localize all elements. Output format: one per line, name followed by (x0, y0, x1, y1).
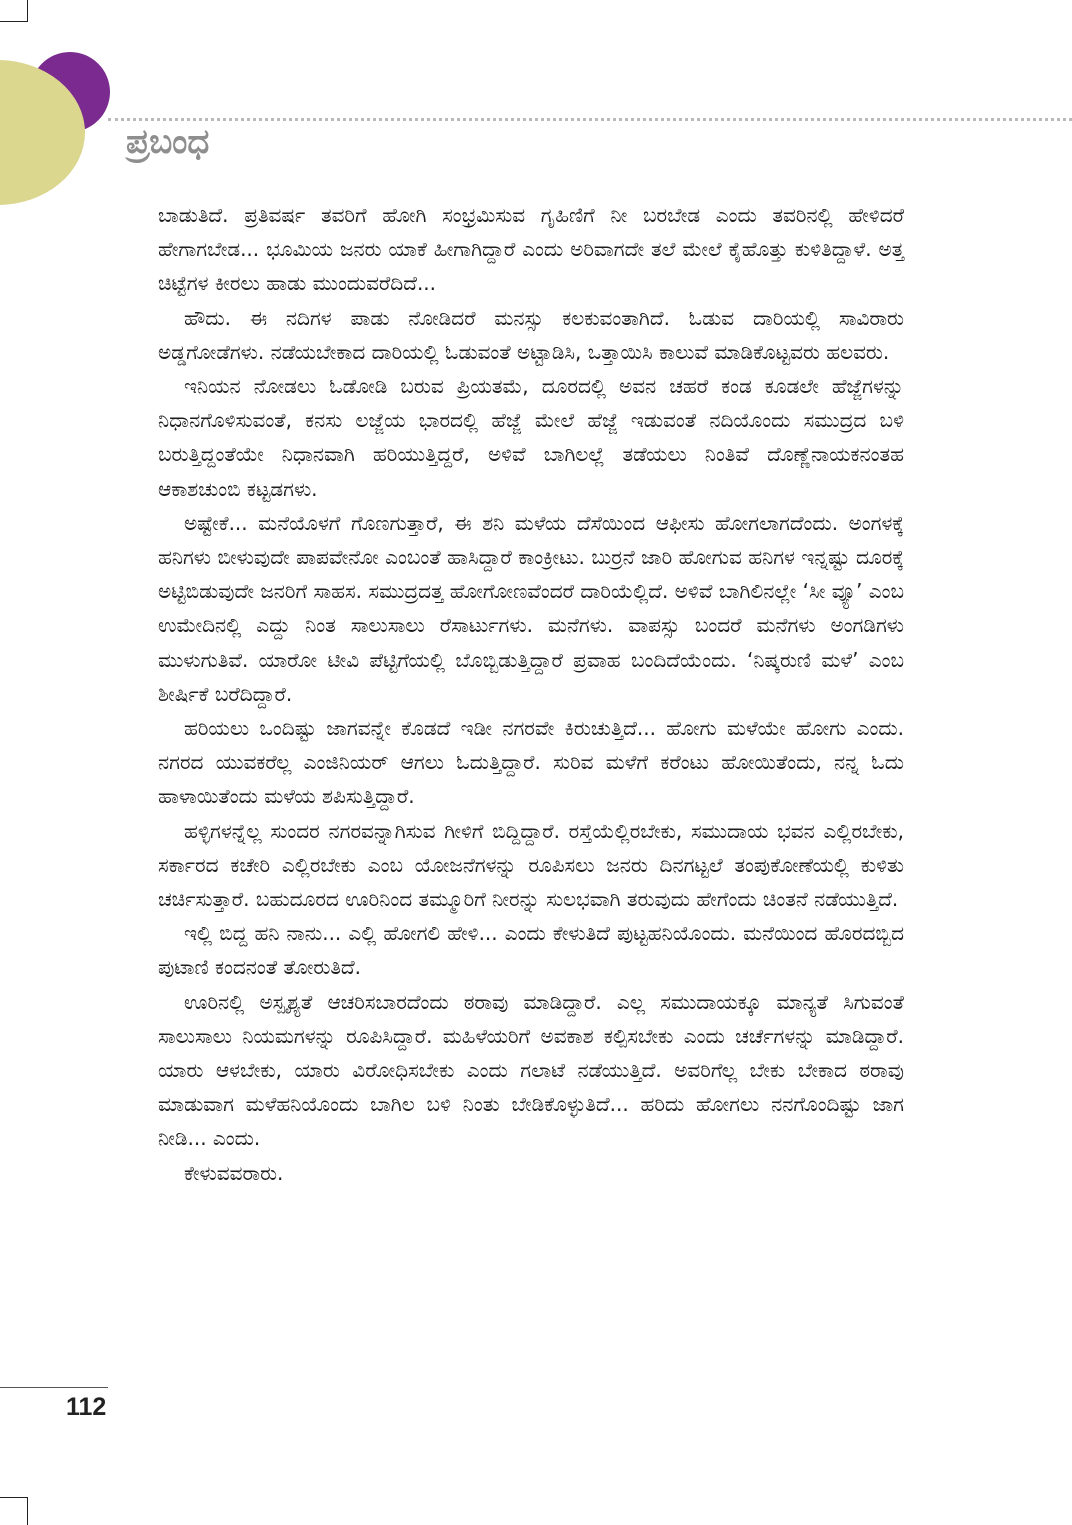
page-number: 112 (66, 1393, 107, 1421)
section-title: ಪ್ರಬಂಧ (126, 122, 210, 162)
page-number-rule (0, 1387, 108, 1388)
paragraph-5: ಹರಿಯಲು ಒಂದಿಷ್ಟು ಜಾಗವನ್ನೇ ಕೊಡದೆ ಇಡೀ ನಗರವೇ ಕಿರುಚುತ್ತಿದೆ... ಹೋಗು ಮಳೆಯೇ ಹೋಗು ಎಂದು. ನಗರದ ಯುವಕರೆಲ್ಲ ಎಂಜಿನಿಯರ್ ಆಗಲು ಓದುತ್ತಿದ್ದಾರೆ. ಸುರಿವ ಮಳೆಗೆ ಕರೆಂಟು ಹೋಯಿತೆಂದು, ನನ್ನ ಓದು ಹಾಳಾಯಿತೆಂದು ಮಳೆಯ ಶಪಿಸುತ್ತಿದ್ದಾರೆ. (158, 716, 904, 809)
essay-body (158, 198, 904, 1190)
paragraph-6: ಹಳ್ಳಿಗಳನ್ನೆಲ್ಲ ಸುಂದರ ನಗರವನ್ನಾಗಿಸುವ ಗೀಳಿಗೆ ಬಿದ್ದಿದ್ದಾರೆ. ರಸ್ತೆಯೆಲ್ಲಿರಬೇಕು, ಸಮುದಾಯ ಭವನ ಎಲ್ಲಿರಬೇಕು, ಸರ್ಕಾರದ ಕಚೇರಿ ಎಲ್ಲಿರಬೇಕು ಎಂಬ ಯೋಜನೆಗಳನ್ನು ರೂಪಿಸಲು ಜನರು ದಿನಗಟ್ಟಲೆ ತಂಪುಕೋಣೆಯಲ್ಲಿ ಕುಳಿತು ಚರ್ಚಿಸುತ್ತಾರೆ. ಬಹುದೂರದ ಊರಿನಿಂದ ತಮ್ಮೂರಿಗೆ ನೀರನ್ನು ಸುಲಭವಾಗಿ ತರುವುದು ಹೇಗೆಂದು ಚಿಂತನೆ ನಡೆಯುತ್ತಿದೆ. (158, 818, 904, 912)
paragraph-2: ಹೌದು. ಈ ನದಿಗಳ ಪಾಡು ನೋಡಿದರೆ ಮನಸ್ಸು ಕಲಕುವಂತಾಗಿದೆ. ಓಡುವ ದಾರಿಯಲ್ಲಿ ಸಾವಿರಾರು ಅಡ್ಡಗೋಡೆಗಳು. ನಡೆಯಬೇಕಾದ ದಾರಿಯಲ್ಲಿ ಓಡುವಂತೆ ಅಟ್ಟಾಡಿಸಿ, ಒತ್ತಾಯಿಸಿ ಕಾಲುವೆ ಮಾಡಿಕೊಟ್ಟವರು ಹಲವರು. (158, 305, 904, 364)
paragraph-4: ಅಷ್ಟೇಕೆ... ಮನೆಯೊಳಗೆ ಗೊಣಗುತ್ತಾರೆ, ಈ ಶನಿ ಮಳೆಯ ದೆಸೆಯಿಂದ ಆಫೀಸು ಹೋಗಲಾಗದೆಂದು. ಅಂಗಳಕ್ಕೆ ಹನಿಗಳು ಬೀಳುವುದೇ ಪಾಪವೇನೋ ಎಂಬಂತೆ ಹಾಸಿದ್ದಾರೆ ಕಾಂಕ್ರೀಟು. ಬುರ್ರನೆ ಜಾರಿ ಹೋಗುವ ಹನಿಗಳ ಇನ್ನಷ್ಟು ದೂರಕ್ಕೆ ಅಟ್ಟಿಬಿಡುವುದೇ ಜನರಿಗೆ ಸಾಹಸ. ಸಮುದ್ರದತ್ತ ಹೋಗೋಣವೆಂದರೆ ದಾರಿಯೆಲ್ಲಿದೆ. ಅಳಿವೆ ಬಾಗಿಲಿನಲ್ಲೇ ‘ಸೀ ವ್ಯೂ’ ಎಂಬ ಉಮೇದಿನಲ್ಲಿ ಎದ್ದು ನಿಂತ ಸಾಲುಸಾಲು ರೆಸಾರ್ಟುಗಳು. ಮನೆಗಳು. ವಾಪಸ್ಸು ಬಂದರೆ ಮನೆಗಳು ಅಂಗಡಿಗಳು ಮುಳುಗುತಿವೆ. ಯಾರೋ ಟೀವಿ ಪೆಟ್ಟಿಗೆಯಲ್ಲಿ ಬೊಬ್ಬಿಡುತ್ತಿದ್ದಾರೆ ಪ್ರವಾಹ ಬಂದಿದೆಯೆಂದು. ‘ನಿಷ್ಕರುಣಿ ಮಳೆ’ ಎಂಬ ಶೀರ್ಷಿಕೆ ಬರೆದಿದ್ದಾರೆ. (158, 510, 904, 706)
crop-mark-bottom-left-horizontal (0, 1497, 28, 1498)
paragraph-9: ಕೇಳುವವರಾರು. (184, 1160, 284, 1185)
paragraph-1: ಬಾಡುತಿದೆ. ಪ್ರತಿವರ್ಷ ತವರಿಗೆ ಹೋಗಿ ಸಂಭ್ರಮಿಸುವ ಗೃಹಿಣಿಗೆ ನೀ ಬರಬೇಡ ಎಂದು ತವರಿನಲ್ಲಿ ಹೇಳಿದರೆ ಹೇಗಾಗಬೇಡ... ಭೂಮಿಯ ಜನರು ಯಾಕೆ ಹೀಗಾಗಿದ್ದಾರೆ ಎಂದು ಅರಿವಾಗದೇ ತಲೆ ಮೇಲೆ ಕೈಹೊತ್ತು ಕುಳಿತಿದ್ದಾಳೆ. ಅತ್ತ ಚಿಟ್ಟೆಗಳ ಕೀರಲು ಹಾಡು ಮುಂದುವರೆದಿದೆ... (158, 203, 904, 296)
crop-mark-top-left-horizontal (0, 21, 28, 22)
paragraph-8: ಊರಿನಲ್ಲಿ ಅಸ್ಪೃಶ್ಯತೆ ಆಚರಿಸಬಾರದೆಂದು ಠರಾವು ಮಾಡಿದ್ದಾರೆ. ಎಲ್ಲ ಸಮುದಾಯಕ್ಕೂ ಮಾನ್ಯತೆ ಸಿಗುವಂತೆ ಸಾಲುಸಾಲು ನಿಯಮಗಳನ್ನು ರೂಪಿಸಿದ್ದಾರೆ. ಮಹಿಳೆಯರಿಗೆ ಅವಕಾಶ ಕಲ್ಪಿಸಬೇಕು ಎಂದು ಚರ್ಚೆಗಳನ್ನು ಮಾಡಿದ್ದಾರೆ. ಯಾರು ಆಳಬೇಕು, ಯಾರು ವಿರೋಧಿಸಬೇಕು ಎಂದು ಗಲಾಟೆ ನಡೆಯುತ್ತಿದೆ. ಅವರಿಗೆಲ್ಲ ಬೇಕು ಬೇಕಾದ ಠರಾವು ಮಾಡುವಾಗ ಮಳೆಹನಿಯೊಂದು ಬಾಗಿಲ ಬಳಿ ನಿಂತು ಬೇಡಿಕೊಳ್ಳುತಿದೆ... ಹರಿದು ಹೋಗಲು ನನಗೊಂದಿಷ್ಟು ಜಾಗ ನೀಡಿ... ಎಂದು. (158, 989, 904, 1151)
header-dotted-rule (108, 118, 1072, 121)
paragraph-3: ಇನಿಯನ ನೋಡಲು ಓಡೋಡಿ ಬರುವ ಪ್ರಿಯತಮೆ, ದೂರದಲ್ಲಿ ಅವನ ಚಹರೆ ಕಂಡ ಕೂಡಲೇ ಹೆಜ್ಜೆಗಳನ್ನು ನಿಧಾನಗೊಳಿಸುವಂತೆ, ಕನಸು ಲಜ್ಜೆಯ ಭಾರದಲ್ಲಿ ಹೆಜ್ಜೆ ಮೇಲೆ ಹೆಜ್ಜೆ ಇಡುವಂತೆ ನದಿಯೊಂದು ಸಮುದ್ರದ ಬಳಿ ಬರುತ್ತಿದ್ದಂತೆಯೇ ನಿಧಾನವಾಗಿ ಹರಿಯುತ್ತಿದ್ದರೆ, ಅಳಿವೆ ಬಾಗಿಲಲ್ಲೆ ತಡೆಯಲು ನಿಂತಿವೆ ದೊಣ್ಣೆನಾಯಕನಂತಹ ಆಕಾಶಚುಂಬಿ ಕಟ್ಟಡಗಳು. (158, 374, 904, 501)
crop-mark-top-left-vertical (27, 0, 28, 22)
paragraph-7: ಇಲ್ಲಿ ಬಿದ್ದ ಹನಿ ನಾನು... ಎಲ್ಲಿ ಹೋಗಲಿ ಹೇಳಿ... ಎಂದು ಕೇಳುತಿದೆ ಪುಟ್ಟಹನಿಯೊಂದು. ಮನೆಯಿಂದ ಹೊರದಬ್ಬಿದ ಪುಟಾಣಿ ಕಂದನಂತೆ ತೋರುತಿದೆ. (158, 921, 904, 980)
crop-mark-bottom-left-vertical (27, 1497, 28, 1525)
